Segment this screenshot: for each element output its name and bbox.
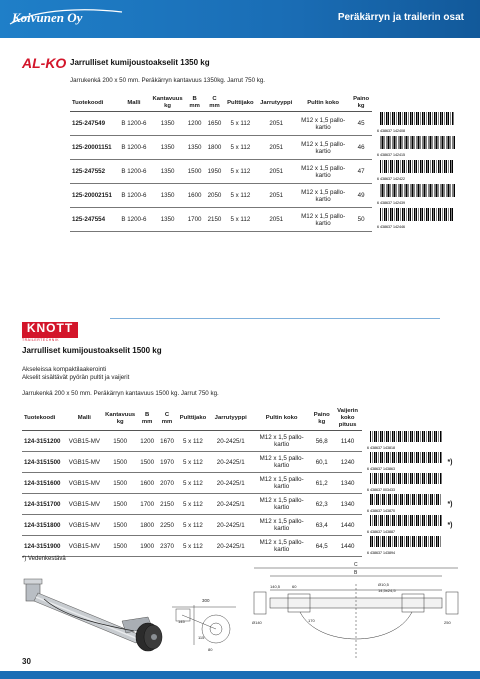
dim-b: 1700 <box>137 494 157 515</box>
ean-number: 6 438637 143818 <box>367 445 396 450</box>
barcode-cell <box>362 494 458 515</box>
ean-barcode <box>366 494 444 515</box>
ean-number: 6 438637 142422 <box>377 177 406 181</box>
load-capacity: 1350 <box>151 136 185 160</box>
barcode-col-header <box>372 95 460 112</box>
dim-label-80: 80 <box>208 647 213 652</box>
col-header: Pultin koko <box>296 95 350 112</box>
brake-type: 20-2425/1 <box>209 431 253 452</box>
dim-c: 2150 <box>157 494 177 515</box>
dim-label-145: 145 <box>178 619 185 624</box>
knott-section-title: Jarrulliset kumijoustoakselit 1500 kg <box>22 346 162 355</box>
dim-b: 1500 <box>185 160 205 184</box>
barcode-cell <box>362 473 458 494</box>
page-header <box>0 0 480 38</box>
model: VGB15-MV <box>66 515 103 536</box>
col-header: Kantavuus kg <box>103 407 137 431</box>
bolt-size: M12 x 1,5 pallo-kartio <box>253 452 311 473</box>
bolt-pitch: 5 x 112 <box>177 515 209 536</box>
bolt-size: M12 x 1,5 pallo-kartio <box>296 184 350 208</box>
col-header: Tuotekoodi <box>70 95 117 112</box>
brake-type: 20-2425/1 <box>209 515 253 536</box>
load-capacity: 1350 <box>151 184 185 208</box>
weight: 46 <box>350 136 372 160</box>
dim-label-c: C <box>354 562 358 568</box>
col-header: Malli <box>66 407 103 431</box>
ean-number: 6 438637 142446 <box>377 225 406 229</box>
table-header-row <box>22 407 458 431</box>
dim-c: 2050 <box>205 184 225 208</box>
alko-section-note: Jarrukenkä 200 x 50 mm. Peräkärryn kantavuus 1350kg. Jarrut 750 kg. <box>70 77 266 84</box>
weight: 49 <box>350 184 372 208</box>
knott-note-2: Akselit sisältävät pyörän pultit ja vaijerit <box>22 374 130 381</box>
table-row <box>22 494 458 515</box>
weight: 45 <box>350 112 372 136</box>
dim-b: 1700 <box>185 208 205 232</box>
dim-label-140: 140,5 <box>270 584 281 589</box>
dim-label-60: 60 <box>292 584 297 589</box>
dim-c: 1950 <box>205 160 225 184</box>
bolt-pitch: 5 x 112 <box>177 536 209 557</box>
table-row <box>22 536 458 557</box>
col-header: Kantavuus kg <box>151 95 185 112</box>
ean-number: 6 438637 003433 <box>367 487 396 492</box>
axle-illustration <box>22 565 242 657</box>
table-row <box>70 136 460 160</box>
barcode-cell <box>372 136 460 160</box>
page-category-title: Peräkärryn ja trailerin osat <box>337 12 464 23</box>
col-header: Pulttijako <box>224 95 256 112</box>
page-footer-bar <box>0 671 480 679</box>
ean-barcode <box>376 160 456 183</box>
col-header: Vaijerin koko pituus <box>333 407 363 431</box>
knott-logo-subtitle: TRAILERTECHNIK <box>22 338 60 342</box>
knott-product-table <box>22 407 458 557</box>
load-capacity: 1500 <box>103 536 137 557</box>
knott-logo: KNOTT <box>22 322 78 338</box>
table-header-row <box>70 95 460 112</box>
koivunen-logo <box>8 6 124 28</box>
col-header: C mm <box>157 407 177 431</box>
barcode-cell <box>372 160 460 184</box>
model: B 1200-6 <box>117 208 150 232</box>
table-row <box>22 452 458 473</box>
ean-barcode <box>376 112 456 135</box>
product-code: 125-247549 <box>70 112 117 136</box>
bolt-pitch: 5 x 112 <box>177 431 209 452</box>
product-code: 125-247554 <box>70 208 117 232</box>
model: B 1200-6 <box>117 112 150 136</box>
waterproof-mark: *) <box>447 500 453 508</box>
product-code: 124-3151800 <box>22 515 66 536</box>
ean-number: 6 438637 142439 <box>377 201 406 205</box>
bolt-pitch: 5 x 112 <box>224 160 256 184</box>
brake-type: 20-2425/1 <box>209 494 253 515</box>
product-code: 124-3151700 <box>22 494 66 515</box>
model: VGB15-MV <box>66 431 103 452</box>
ean-barcode <box>366 452 444 473</box>
dim-b: 1200 <box>185 112 205 136</box>
col-header: Tuotekoodi <box>22 407 66 431</box>
hub-cap <box>151 634 157 640</box>
barcode-cell <box>372 208 460 232</box>
dim-c: 2370 <box>157 536 177 557</box>
col-header: Malli <box>117 95 150 112</box>
load-capacity: 1500 <box>103 431 137 452</box>
barcode-cell <box>372 184 460 208</box>
weight: 61,2 <box>311 473 333 494</box>
knott-note-3: Jarrukenkä 200 x 50 mm. Peräkärryn kantavuus 1500 kg. Jarrut 750 kg. <box>22 390 219 397</box>
cable-length: 1440 <box>333 536 363 557</box>
axle-bracket-plate <box>24 579 42 584</box>
product-code: 124-3151900 <box>22 536 66 557</box>
dim-b: 1200 <box>137 431 157 452</box>
bolt-pitch: 5 x 112 <box>224 136 256 160</box>
product-code: 125-247552 <box>70 160 117 184</box>
col-header: Paino kg <box>311 407 333 431</box>
product-code: 124-3151500 <box>22 452 66 473</box>
load-capacity: 1350 <box>151 160 185 184</box>
col-header: Pulttijako <box>177 407 209 431</box>
ean-number: 6 438637 143870 <box>367 508 396 513</box>
bolt-size: M12 x 1,5 pallo-kartio <box>253 536 311 557</box>
dim-c: 2250 <box>157 515 177 536</box>
axle-beam <box>270 598 442 608</box>
weight: 50 <box>350 208 372 232</box>
bolt-pitch: 5 x 112 <box>177 494 209 515</box>
dim-b: 1350 <box>185 136 205 160</box>
model: VGB15-MV <box>66 473 103 494</box>
ean-barcode <box>376 136 456 159</box>
bolt-pitch: 5 x 112 <box>177 473 209 494</box>
bolt-size: M12 x 1,5 pallo-kartio <box>296 112 350 136</box>
dim-label-300: 300 <box>202 598 210 603</box>
dim-label-115: 115 <box>198 635 205 640</box>
barcode-cell <box>362 536 458 557</box>
bolt-pitch: 5 x 112 <box>224 208 256 232</box>
cable-length: 1340 <box>333 473 363 494</box>
dim-c: 1970 <box>157 452 177 473</box>
brake-type: 20-2425/1 <box>209 473 253 494</box>
dim-b: 1600 <box>137 473 157 494</box>
barcode-col-header <box>362 407 458 431</box>
brake-type: 20-2425/1 <box>209 536 253 557</box>
dim-b: 1900 <box>137 536 157 557</box>
ean-number: 6 438637 142408 <box>377 129 406 133</box>
ean-barcode <box>366 431 444 452</box>
col-header: Pultin koko <box>253 407 311 431</box>
col-header: Jarrutyyppi <box>256 95 296 112</box>
dim-c: 2070 <box>157 473 177 494</box>
alko-logo: AL-KO <box>22 55 67 71</box>
dim-b: 1800 <box>137 515 157 536</box>
model: B 1200-6 <box>117 160 150 184</box>
waterproof-mark: *) <box>447 521 453 529</box>
brake-type: 2051 <box>256 136 296 160</box>
ean-number: 6 438637 143887 <box>367 529 396 534</box>
dim-c: 2150 <box>205 208 225 232</box>
alko-section-title: Jarrulliset kumijoustoakselit 1350 kg <box>70 58 210 67</box>
cable-length: 1440 <box>333 515 363 536</box>
ean-barcode <box>376 208 456 231</box>
weight: 60,1 <box>311 452 333 473</box>
dim-label-140-dia: Ø140 <box>252 620 262 625</box>
brake-type: 2051 <box>256 184 296 208</box>
product-code: 125-20001151 <box>70 136 117 160</box>
dim-c: 1650 <box>205 112 225 136</box>
load-capacity: 1500 <box>103 515 137 536</box>
brake-type: 2051 <box>256 208 296 232</box>
model: B 1200-6 <box>117 184 150 208</box>
weight: 63,4 <box>311 515 333 536</box>
dim-c: 1670 <box>157 431 177 452</box>
bolt-pitch: 5 x 112 <box>224 112 256 136</box>
barcode-cell <box>362 452 458 473</box>
weight: 47 <box>350 160 372 184</box>
product-code: 125-20002151 <box>70 184 117 208</box>
dim-label-hole: Ø10,5 <box>378 582 389 587</box>
footnote-waterproof: *) Vedenkestävä <box>22 556 66 562</box>
section-divider <box>110 318 440 319</box>
bolt-pitch: 5 x 112 <box>177 452 209 473</box>
ean-barcode <box>366 473 444 494</box>
model: VGB15-MV <box>66 536 103 557</box>
col-header: Paino kg <box>350 95 372 112</box>
bolt-size: M12 x 1,5 pallo-kartio <box>253 494 311 515</box>
load-capacity: 1350 <box>151 112 185 136</box>
weight: 62,3 <box>311 494 333 515</box>
table-row <box>70 160 460 184</box>
logo-text: Koivunen Oy <box>12 10 83 25</box>
page-number: 30 <box>22 657 31 666</box>
load-capacity: 1500 <box>103 494 137 515</box>
right-drum <box>446 592 458 614</box>
bolt-size: M12 x 1,5 pallo-kartio <box>296 160 350 184</box>
brake-type: 2051 <box>256 160 296 184</box>
ean-number: 6 438637 143894 <box>367 550 396 555</box>
ean-barcode <box>366 515 444 536</box>
col-header: Jarrutyyppi <box>209 407 253 431</box>
dim-label-slot: 14,5x24,5 <box>378 588 396 593</box>
barcode-cell <box>362 431 458 452</box>
weight: 64,5 <box>311 536 333 557</box>
bolt-size: M12 x 1,5 pallo-kartio <box>253 431 311 452</box>
table-row <box>22 473 458 494</box>
ean-barcode <box>376 184 456 207</box>
dim-label-170: 170 <box>308 618 315 623</box>
arm-outline <box>182 615 216 629</box>
table-row <box>22 515 458 536</box>
weight: 56,8 <box>311 431 333 452</box>
cable-length: 1340 <box>333 494 363 515</box>
model: VGB15-MV <box>66 494 103 515</box>
bolt-size: M12 x 1,5 pallo-kartio <box>253 515 311 536</box>
model: B 1200-6 <box>117 136 150 160</box>
knott-note-1: Akseleissa kompaktilaakerointi <box>22 366 107 373</box>
bolt-size: M12 x 1,5 pallo-kartio <box>296 136 350 160</box>
dim-b: 1500 <box>137 452 157 473</box>
model: VGB15-MV <box>66 452 103 473</box>
axle-tube-highlight <box>36 597 138 639</box>
bolt-size: M12 x 1,5 pallo-kartio <box>253 473 311 494</box>
left-drum <box>254 592 266 614</box>
table-row <box>22 431 458 452</box>
col-header: C mm <box>205 95 225 112</box>
dim-label-b: B <box>354 570 358 576</box>
col-header: B mm <box>185 95 205 112</box>
axle-technical-drawing <box>248 558 464 666</box>
load-capacity: 1350 <box>151 208 185 232</box>
col-header: B mm <box>137 407 157 431</box>
bolt-size: M12 x 1,5 pallo-kartio <box>296 208 350 232</box>
dim-b: 1600 <box>185 184 205 208</box>
load-capacity: 1500 <box>103 473 137 494</box>
brake-type: 20-2425/1 <box>209 452 253 473</box>
brake-type: 2051 <box>256 112 296 136</box>
ean-barcode <box>366 536 444 557</box>
waterproof-mark: *) <box>447 458 453 466</box>
dim-c: 1800 <box>205 136 225 160</box>
bolt-pitch: 5 x 112 <box>224 184 256 208</box>
cable-length: 1140 <box>333 431 363 452</box>
product-code: 124-3151200 <box>22 431 66 452</box>
product-code: 124-3151600 <box>22 473 66 494</box>
ean-number: 6 438637 142415 <box>377 153 406 157</box>
ean-number: 6 438637 143863 <box>367 466 396 471</box>
barcode-cell <box>372 112 460 136</box>
table-row <box>70 112 460 136</box>
cable-length: 1240 <box>333 452 363 473</box>
table-row <box>70 184 460 208</box>
dim-label-250: 250 <box>444 620 451 625</box>
barcode-cell <box>362 515 458 536</box>
table-row <box>70 208 460 232</box>
load-capacity: 1500 <box>103 452 137 473</box>
alko-product-table <box>70 95 460 232</box>
